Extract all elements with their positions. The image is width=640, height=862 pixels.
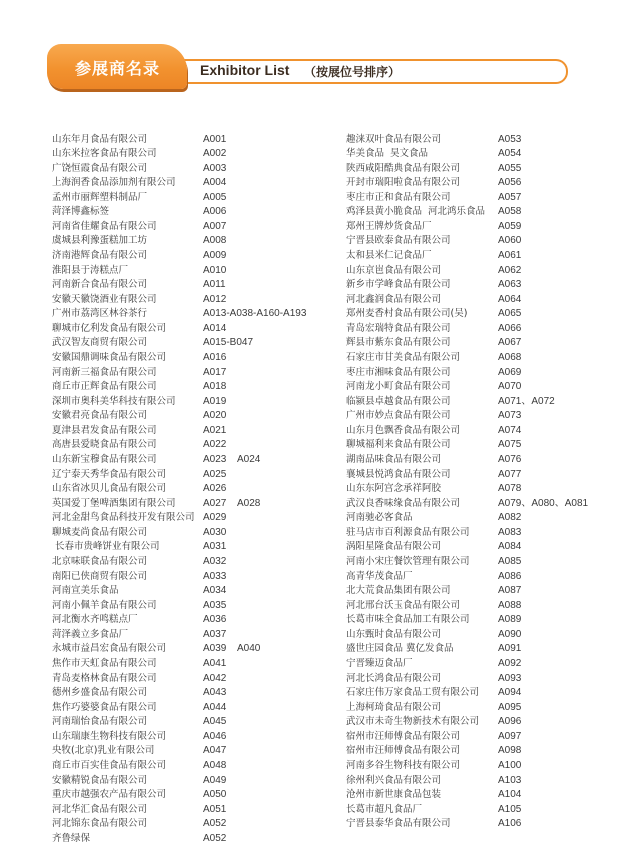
exhibitor-name: 辽宁泰天秀华食品有限公司 — [52, 468, 167, 480]
booth-number: A054 — [498, 148, 522, 160]
booth-number: A093 — [498, 672, 522, 684]
exhibitor-name: 河南小宋庄餐饮管理有限公司 — [346, 556, 470, 568]
exhibitor-name: 河北金甜鸟食品科技开发有限公司 — [52, 512, 195, 524]
exhibitor-name: 长葛市超凡食品厂 — [346, 803, 423, 815]
booth-number: A003 — [203, 162, 227, 174]
booth-number: A051 — [203, 803, 227, 815]
booth-number: A026 — [203, 483, 227, 495]
exhibitor-name: 涡阳星隆食品有限公司 — [346, 541, 442, 553]
booth-number: A065 — [498, 308, 522, 320]
exhibitor-name: 武汉良香味缘食品有限公司 — [346, 497, 461, 509]
exhibitor-name: 焦作市天虹食品有限公司 — [52, 658, 157, 670]
booth-number: A021 — [203, 424, 227, 436]
booth-number: A016 — [203, 352, 227, 364]
booth-number: A096 — [498, 716, 522, 728]
exhibitor-name: 商丘市正辉食品有限公司 — [52, 381, 157, 393]
booth-number: A059 — [498, 220, 522, 232]
exhibitor-name: 齐鲁绿保 — [52, 832, 91, 844]
exhibitor-name: 广州市荔湾区林谷茶行 — [52, 308, 148, 320]
booth-number: A055 — [498, 162, 522, 174]
exhibitor-name: 山东省冰贝儿食品有限公司 — [52, 483, 167, 495]
booth-number: A045 — [203, 716, 227, 728]
booth-number: A100 — [498, 760, 522, 771]
booth-number: A075 — [498, 439, 522, 451]
exhibitor-name: 青岛宏瑞特食品有限公司 — [346, 322, 451, 334]
booth-number: A028 — [237, 497, 261, 509]
booth-number: A082 — [498, 512, 522, 524]
exhibitor-name: 武汉市未奇生物新技术有限公司 — [346, 716, 480, 728]
exhibitor-name: 河南龙小町食品有限公司 — [346, 381, 451, 393]
booth-number: A019 — [203, 395, 227, 407]
exhibitor-name: 盛世庄园食品 冀亿发食品 — [346, 643, 454, 655]
booth-number: A022 — [203, 439, 227, 451]
exhibitor-name: 孟州市丽辉塑料制品厂 — [52, 191, 148, 203]
exhibitor-name: 郑州麦香村食品有限公司(吴) — [346, 308, 468, 320]
exhibitor-name: 沧州市新世康食品包装 — [346, 789, 442, 801]
exhibitor-name: 山东月色飘香食品有限公司 — [346, 424, 461, 436]
exhibitor-name: 聊城麦尚食品有限公司 — [52, 526, 148, 538]
exhibitor-name: 山东年月食品有限公司 — [52, 133, 148, 145]
booth-number: A034 — [203, 585, 227, 597]
booth-number: A036 — [203, 614, 227, 626]
exhibitor-name: 河南驰必客食品 — [346, 512, 413, 524]
booth-number: A037 — [203, 628, 227, 640]
exhibitor-name: 高青华茂食品厂 — [346, 570, 413, 582]
booth-number: A032 — [203, 556, 227, 568]
exhibitor-name: 枣庄市湘味食品有限公司 — [346, 366, 451, 378]
booth-number: A077 — [498, 468, 522, 480]
booth-number: A049 — [203, 774, 227, 786]
booth-number: A092 — [498, 658, 522, 670]
exhibitor-name: 河南瑞怡食品有限公司 — [52, 716, 148, 728]
booth-number: A040 — [237, 643, 261, 655]
booth-number: A087 — [498, 585, 522, 597]
exhibitor-name: 宿州市汪师傅食品有限公司 — [346, 730, 461, 742]
booth-number: A061 — [498, 250, 522, 262]
booth-number: A025 — [203, 468, 227, 480]
exhibitor-name: 宁晋县泰华食品有限公司 — [346, 818, 451, 830]
page-subtitle: （按展位号排序） — [304, 65, 401, 79]
exhibitor-name: 驻马店市百利源食品有限公司 — [346, 526, 470, 538]
booth-number: A018 — [203, 381, 227, 393]
booth-number: A089 — [498, 614, 522, 626]
exhibitor-name: 山东新宝穆食品有限公司 — [52, 454, 157, 466]
exhibitor-name: 安徽天徽饶酒业有限公司 — [52, 293, 157, 305]
exhibitor-name: 华美食品 昊文食品 — [346, 148, 429, 160]
booth-number: A029 — [203, 512, 227, 524]
booth-number: A062 — [498, 264, 522, 276]
exhibitor-name: 河南宣美乐食品 — [52, 585, 119, 597]
exhibitor-name: 徐州利兴食品有限公司 — [346, 774, 442, 786]
booth-number: A068 — [498, 352, 522, 364]
exhibitor-name: 淮阳县于涛糕点厂 — [52, 264, 129, 276]
exhibitor-name: 宁晋臻迈食品厂 — [346, 658, 413, 670]
exhibitor-name: 石家庄市甘美食品有限公司 — [346, 352, 461, 364]
booth-number: A001 — [203, 133, 227, 145]
exhibitor-name: 郑州王牌炒货食品厂 — [346, 220, 432, 232]
exhibitor-name: 河北鑫润食品有限公司 — [346, 293, 442, 305]
booth-number: A060 — [498, 235, 522, 247]
exhibitor-name: 商丘市百实佳食品有限公司 — [52, 760, 167, 771]
booth-number: A039 — [203, 643, 227, 655]
exhibitor-name: 鸡泽县黄小脆食品 河北鸿乐食品 — [346, 206, 486, 218]
exhibitor-name: 南阳已侠商贸有限公司 — [52, 570, 148, 582]
exhibitor-name: 山东瑞康生物科技有限公司 — [52, 730, 167, 742]
exhibitor-name: 襄城县悦鸿食品有限公司 — [346, 468, 451, 480]
exhibitor-name: 枣庄市正和食品有限公司 — [346, 191, 451, 203]
exhibitor-name: 菏泽博鑫标签 — [52, 206, 110, 218]
booth-number: A027 — [203, 497, 227, 509]
booth-number: A076 — [498, 454, 522, 466]
exhibitor-name: 上海柯琦食品有限公司 — [346, 701, 442, 713]
booth-number: A007 — [203, 220, 227, 232]
exhibitor-name: 河南省佳耀食品有限公司 — [52, 220, 157, 232]
booth-number: A035 — [203, 599, 227, 611]
booth-number: A067 — [498, 337, 522, 349]
booth-number: A083 — [498, 526, 522, 538]
booth-number: A073 — [498, 410, 522, 422]
booth-number: A012 — [203, 293, 227, 305]
booth-number: A050 — [203, 789, 227, 801]
exhibitor-name: 河北华汇食品有限公司 — [52, 803, 148, 815]
exhibitor-name: 央牧(北京)乳业有限公司 — [52, 745, 155, 757]
exhibitor-name: 山东米拉客食品有限公司 — [52, 148, 157, 160]
exhibitor-name: 山东甄时食品有限公司 — [346, 628, 442, 640]
exhibitor-name: 安徽国鼎调味食品有限公司 — [52, 352, 167, 364]
page-title-cn: 参展商名录 — [75, 59, 161, 78]
booth-number: A058 — [498, 206, 522, 218]
booth-number: A013-A038-A160-A193 — [203, 308, 307, 320]
exhibitor-name: 山东东阿宫念承祥阿胶 — [346, 483, 442, 495]
exhibitor-name: 河南多谷生物科技有限公司 — [346, 760, 461, 771]
exhibitor-name: 趣涞双叶食品有限公司 — [346, 133, 442, 145]
booth-number: A079、A080、A081 — [498, 497, 589, 509]
exhibitor-name: 河北长鸿食品有限公司 — [346, 672, 442, 684]
exhibitor-name: 广饶恒霞食品有限公司 — [52, 162, 148, 174]
booth-number: A011 — [203, 279, 226, 291]
booth-number: A052 — [203, 818, 227, 830]
exhibitor-name: 深圳市奥科美华科技有限公司 — [52, 395, 176, 407]
exhibitor-name: 太和县米仁记食品厂 — [346, 250, 432, 262]
booth-number: A106 — [498, 818, 522, 830]
booth-number: A088 — [498, 599, 522, 611]
exhibitor-name: 新乡市学峰食品有限公司 — [346, 279, 451, 291]
exhibitor-name: 河北衡水齐鸣糕点厂 — [52, 614, 138, 626]
booth-number: A097 — [498, 730, 522, 742]
booth-number: A046 — [203, 730, 227, 742]
booth-number: A043 — [203, 687, 227, 699]
exhibitor-name: 长春市贵峰饼业有限公司 — [52, 541, 160, 553]
booth-number: A053 — [498, 133, 522, 145]
exhibitor-name: 北大荒食品集团有限公司 — [346, 585, 451, 597]
exhibitor-name: 聊城市亿利发食品有限公司 — [52, 322, 167, 334]
exhibitor-name: 上海润香食品添加剂有限公司 — [52, 177, 176, 189]
exhibitor-name: 广州市妙点食品有限公司 — [346, 410, 451, 422]
booth-number: A005 — [203, 191, 227, 203]
booth-number: A044 — [203, 701, 227, 713]
booth-number: A008 — [203, 235, 227, 247]
exhibitor-name: 河北邢台沃玉食品有限公司 — [346, 599, 461, 611]
booth-number: A104 — [498, 789, 522, 801]
booth-number: A057 — [498, 191, 522, 203]
exhibitor-name: 武汉智友商贸有限公司 — [52, 337, 148, 349]
booth-number: A006 — [203, 206, 227, 218]
exhibitor-name: 菏泽義立多食品厂 — [52, 628, 129, 640]
exhibitor-name: 安徽君亮食品有限公司 — [52, 410, 148, 422]
booth-number: A066 — [498, 322, 522, 334]
booth-number: A084 — [498, 541, 522, 553]
exhibitor-name: 长葛市味全食品加工有限公司 — [346, 614, 470, 626]
booth-number: A071、A072 — [498, 395, 555, 407]
exhibitor-name: 德州乡盛食品有限公司 — [52, 687, 148, 699]
booth-number: A002 — [203, 148, 227, 160]
exhibitor-name: 临颍县卓越食品有限公司 — [346, 395, 451, 407]
booth-number: A090 — [498, 628, 522, 640]
booth-number: A078 — [498, 483, 522, 495]
booth-number: A004 — [203, 177, 227, 189]
exhibitor-name: 高唐县爱晓食品有限公司 — [52, 439, 157, 451]
booth-number: A064 — [498, 293, 522, 305]
booth-number: A017 — [203, 366, 227, 378]
exhibitor-name: 聊城福利来食品有限公司 — [346, 439, 451, 451]
booth-number: A033 — [203, 570, 227, 582]
exhibitor-name: 青岛麦格林食品有限公司 — [52, 672, 157, 684]
exhibitor-name: 安徽精锐食品有限公司 — [52, 774, 148, 786]
exhibitor-name: 湖南品味食品有限公司 — [346, 454, 442, 466]
booth-number: A042 — [203, 672, 227, 684]
exhibitor-name: 开封市瑞阳啦食品有限公司 — [346, 177, 461, 189]
booth-number: A031 — [203, 541, 227, 553]
exhibitor-name: 辉县市紫东食品有限公司 — [346, 337, 451, 349]
exhibitor-name: 山东京岜食品有限公司 — [346, 264, 442, 276]
exhibitor-name: 夏津县君发食品有限公司 — [52, 424, 157, 436]
exhibitor-name: 永城市益昌宏食品有限公司 — [52, 643, 167, 655]
exhibitor-name: 英国爱丁堡啤酒集团有限公司 — [52, 497, 176, 509]
booth-number: A056 — [498, 177, 522, 189]
booth-number: A069 — [498, 366, 522, 378]
booth-number: A047 — [203, 745, 227, 757]
booth-number: A020 — [203, 410, 227, 422]
booth-number: A105 — [498, 803, 522, 815]
exhibitor-name: 重庆市越强农产品有限公司 — [52, 789, 167, 801]
booth-number: A063 — [498, 279, 522, 291]
booth-number: A070 — [498, 381, 522, 393]
exhibitor-name: 宿州市汪师傅食品有限公司 — [346, 745, 461, 757]
booth-number: A095 — [498, 701, 522, 713]
booth-number: A085 — [498, 556, 522, 568]
booth-number: A103 — [498, 774, 522, 786]
booth-number: A024 — [237, 454, 261, 466]
exhibitor-name: 石家庄伟万家食品工贸有限公司 — [346, 687, 480, 699]
page-title-en: Exhibitor List — [200, 62, 290, 78]
exhibitor-name: 河北锦东食品有限公司 — [52, 818, 148, 830]
exhibitor-name: 河南小佩羊食品有限公司 — [52, 599, 157, 611]
exhibitor-name: 宁晋县欧泰食品有限公司 — [346, 235, 451, 247]
exhibitor-name: 河南新三福食品有限公司 — [52, 366, 157, 378]
exhibitor-name: 河南新合食品有限公司 — [52, 279, 148, 291]
booth-number: A091 — [498, 643, 522, 655]
exhibitor-name: 济南港辉食品有限公司 — [52, 250, 148, 262]
exhibitor-name: 焦作巧婆婆食品有限公司 — [52, 701, 157, 713]
exhibitor-name: 陕西咸阳酷典食品有限公司 — [346, 162, 461, 174]
exhibitor-name: 虞城县利豫蛋糕加工坊 — [52, 235, 148, 247]
booth-number: A094 — [498, 687, 522, 699]
exhibitor-name: 北京味联食品有限公司 — [52, 556, 148, 568]
booth-number: A041 — [203, 658, 227, 670]
booth-number: A052 — [203, 832, 227, 844]
booth-number: A014 — [203, 322, 227, 334]
booth-number: A074 — [498, 424, 522, 436]
booth-number: A023 — [203, 454, 227, 466]
booth-number: A086 — [498, 570, 522, 582]
booth-number: A009 — [203, 250, 227, 262]
booth-number: A098 — [498, 745, 522, 757]
booth-number: A048 — [203, 760, 227, 771]
booth-number: A030 — [203, 526, 227, 538]
booth-number: A010 — [203, 264, 227, 276]
booth-number: A015-B047 — [203, 337, 254, 349]
